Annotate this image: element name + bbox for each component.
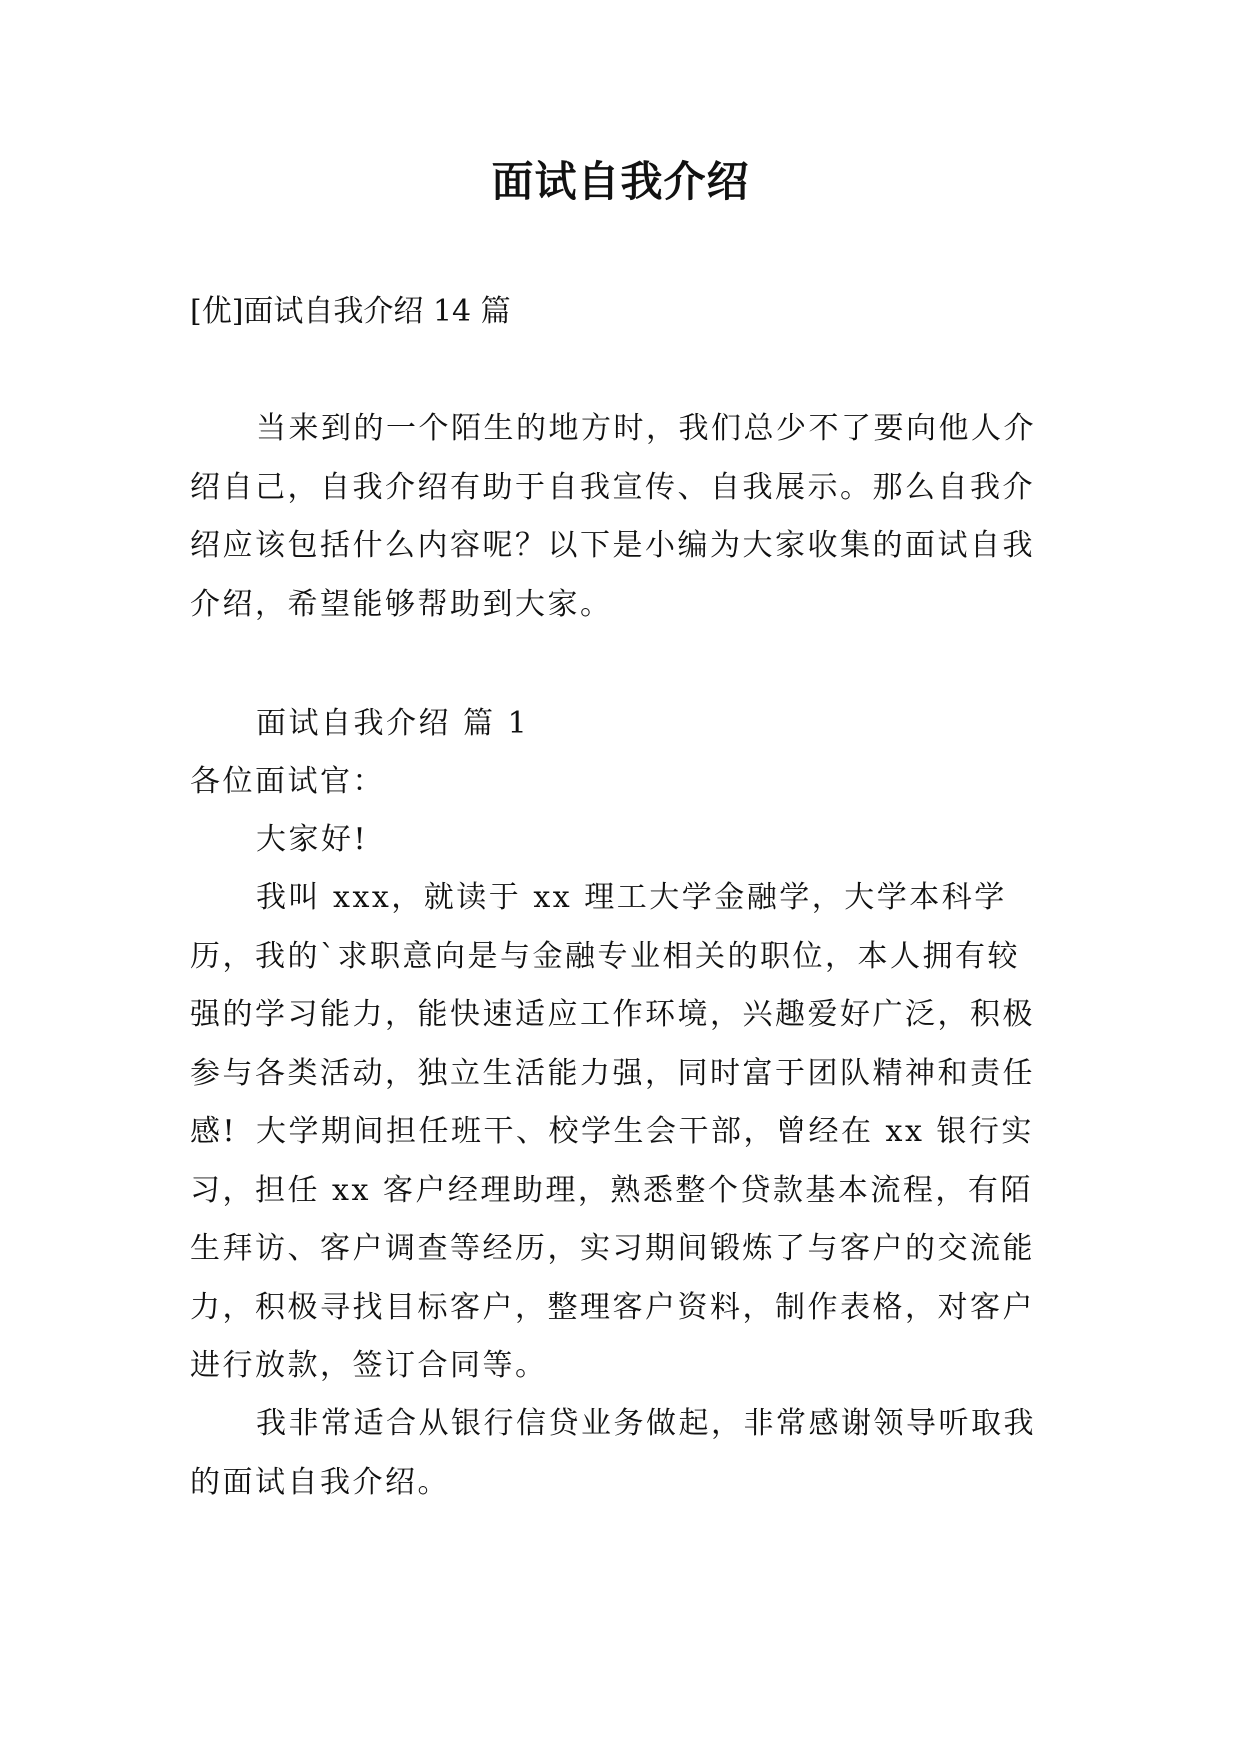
body-paragraph: 大学期间担任班干、校学生会干部，曾经在 xx 银行实习，担任 xx 客户经理助理，熟悉整个贷款基本流程，有陌生拜访、客户调查等经历，实习期间锻炼了与客户的交流能力，积极寻找目标客户，整理客户资料，制作表格，对客户进行放款，签订合同等。: [190, 1114, 1035, 1384]
document-subtitle: [优]面试自我介绍 14 篇: [190, 294, 511, 329]
intro-paragraph: 当来到的一个陌生的地方时，我们总少不了要向他人介绍自己，自我介绍有助于自我宣传、自我展示。那么自我介绍应该包括什么内容呢？以下是小编为大家收集的面试自我介绍，希望能够帮助到大家。: [190, 411, 1036, 622]
section-heading: 面试自我介绍 篇 1: [256, 706, 530, 741]
hello-line: 大家好!: [256, 822, 369, 857]
greeting-line: 各位面试官：: [190, 764, 385, 799]
body-paragraph: 我非常适合从银行信贷业务做起，非常感谢领导听取我的面试自我介绍。: [190, 1406, 1036, 1500]
document-title: 面试自我介绍: [491, 157, 750, 206]
body-paragraph: 我叫 xxx，就读于 xx 理工大学金融学，大学本科学历，我的`求职意向是与金融专业相关的职位，本人拥有较强的学习能力，能快速适应工作环境，兴趣爱好广泛，积极参与各类活动，独立生活能力强，同时富于团队精神和责任感!: [190, 880, 1035, 1150]
